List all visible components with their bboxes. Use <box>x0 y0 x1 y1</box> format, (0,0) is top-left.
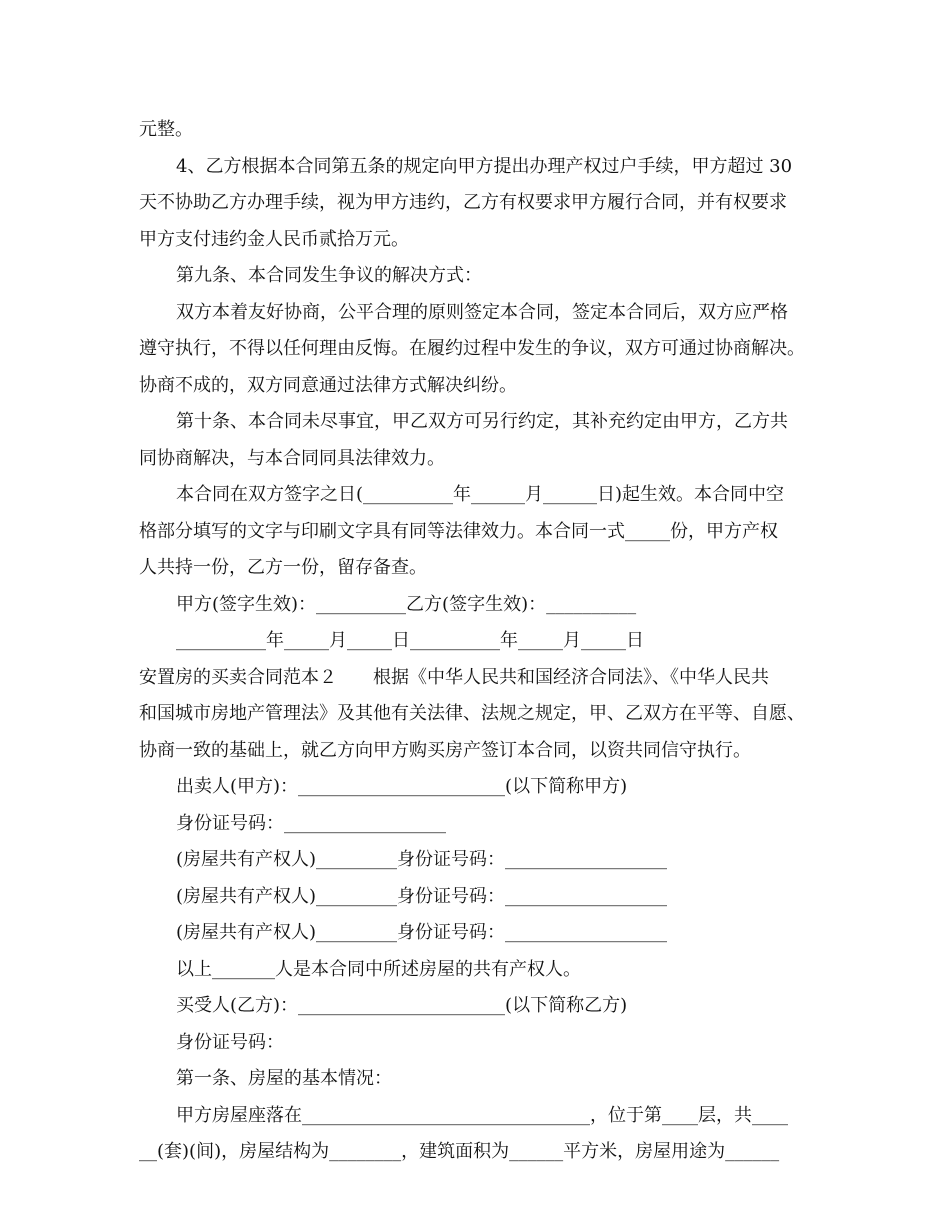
text-line: 甲方(签字生效)：__________乙方(签字生效)：__________ <box>176 593 637 615</box>
text-line: 买受人(乙方)：_______________________(以下简称乙方) <box>176 995 628 1016</box>
text-line: 4、乙方根据本合同第五条的规定向甲方提出办理产权过户手续，甲方超过 30 <box>176 155 793 177</box>
text-line: 以上_______人是本合同中所述房屋的共有产权人。 <box>176 958 581 980</box>
text-line: 元整。 <box>139 119 193 140</box>
text-line: 天不协助乙方办理手续，视为甲方违约，乙方有权要求甲方履行合同，并有权要求 <box>139 192 787 213</box>
text-line: (房屋共有产权人)_________身份证号码：__________________ <box>176 922 668 943</box>
text-line: 身份证号码： <box>176 1031 284 1053</box>
text-line: 格部分填写的文字与印刷文字具有同等法律效力。本合同一式_____份，甲方产权 <box>139 520 778 542</box>
text-line: 双方本着友好协商，公平合理的原则签定本合同，签定本合同后，双方应严格 <box>176 301 788 323</box>
text-line: 安置房的买卖合同范本２ 根据《中华人民共和国经济合同法》、《中华人民共 <box>139 666 769 688</box>
text-line: (房屋共有产权人)_________身份证号码：__________________ <box>176 885 668 907</box>
document-body <box>139 112 815 1171</box>
text-line: 本合同在双方签字之日(__________年______月______日)起生效。本合同中空 <box>176 484 785 505</box>
text-line: 协商一致的基础上，就乙方向甲方购买房产签订本合同，以资共同信守执行。 <box>139 739 751 761</box>
text-line: 第十条、本合同未尽事宜，甲乙双方可另行约定，其补充约定由甲方，乙方共 <box>176 411 788 432</box>
text-line: (房屋共有产权人)_________身份证号码：__________________ <box>176 849 668 870</box>
text-line: 第一条、房屋的基本情况： <box>176 1068 392 1089</box>
text-line: __________年_____月_____日__________年_____月_____日 <box>176 630 644 651</box>
text-line: 身份证号码：__________________ <box>176 812 446 834</box>
text-line: 第九条、本合同发生争议的解决方式： <box>176 265 482 286</box>
text-line: 同协商解决，与本合同同具法律效力。 <box>139 447 445 469</box>
text-line: __(套)(间)，房屋结构为________，建筑面积为______平方米，房屋用途为______ <box>139 1141 780 1162</box>
text-line: 协商不成的，双方同意通过法律方式解决纠纷。 <box>139 374 517 396</box>
text-line: 甲方房屋座落在________________________________，位于第____层，共____ <box>176 1104 788 1126</box>
text-line: 出卖人(甲方)：_______________________(以下简称甲方) <box>176 776 628 797</box>
text-line: 遵守执行，不得以任何理由反悔。在履约过程中发生的争议，双方可通过协商解决。 <box>139 338 805 359</box>
text-line: 人共持一份，乙方一份，留存备查。 <box>139 557 427 578</box>
text-line: 和国城市房地产管理法》及其他有关法律、法规之规定，甲、乙双方在平等、自愿、 <box>139 703 805 724</box>
text-line: 甲方支付违约金人民币贰拾万元。 <box>139 228 409 250</box>
